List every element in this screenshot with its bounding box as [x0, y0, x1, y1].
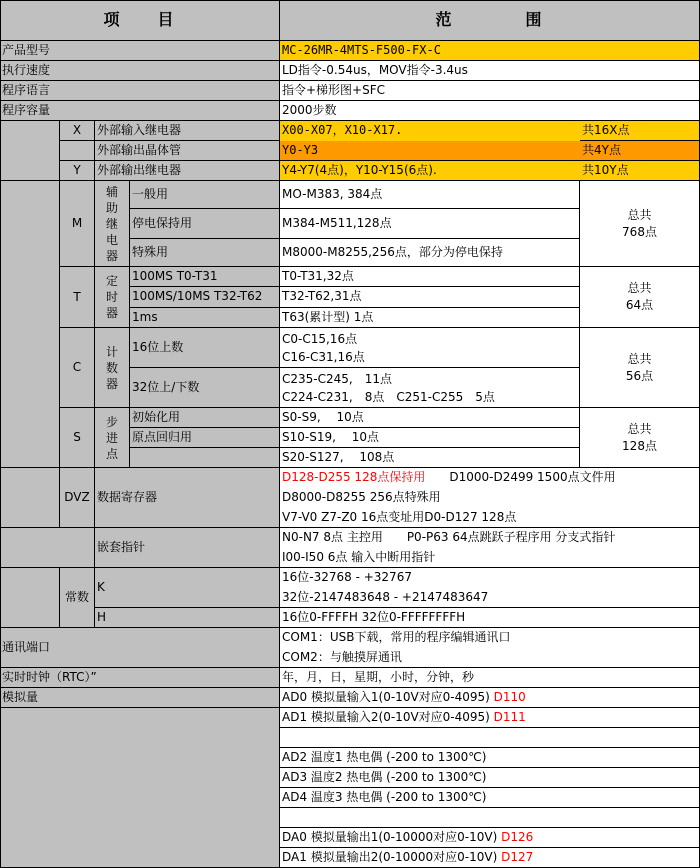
c-group-label: 计数器 — [95, 328, 130, 408]
analog-ad3: AD3 温度2 热电偶 (-200 to 1300℃) — [280, 768, 700, 788]
m-row-special-value: M8000-M8255,256点，部分为停电保持 — [280, 239, 580, 267]
speed-value: LD指令-0.54us，MOV指令-3.4us — [280, 61, 700, 81]
c-code: C — [60, 328, 95, 408]
s-row-general-value: S20-S127, 108点 — [280, 448, 580, 468]
t-code: T — [60, 267, 95, 328]
t-row-100ms-label: 100MS T0-T31 — [130, 267, 280, 287]
capacity-value: 2000步数 — [280, 101, 700, 121]
s-row-init-label: 初始化用 — [130, 408, 280, 428]
dvz-line1 — [280, 468, 700, 488]
const-k-16: 16位-32768 - +32767 — [280, 568, 700, 588]
nest-line2: I00-I50 6点 输入中断用指针 — [280, 548, 700, 568]
analog-ad0-register: D110 — [493, 690, 526, 704]
const-left-blank — [0, 568, 60, 628]
comm-label: 通讯端口 — [0, 628, 280, 668]
analog-empty-1 — [280, 728, 700, 748]
product-model-label: 产品型号 — [0, 41, 280, 61]
dvz-line1-latched: D128-D255 128点保持用 — [282, 470, 426, 484]
analog-left-blank — [0, 708, 280, 868]
io-y-code: Y — [60, 161, 95, 181]
analog-da1-text: DA1 模拟量输出2(0-10000对应0-10V) — [282, 850, 502, 864]
m-group-label: 辅助继电器 — [95, 181, 130, 267]
analog-ad1-text: AD1 模拟量输入2(0-10V对应0-4095) — [282, 710, 494, 724]
t-row-100ms-value: T0-T31,32点 — [280, 267, 580, 287]
io-y-count: 共10Y点 — [580, 161, 700, 181]
s-total: 总共 128点 — [580, 408, 700, 468]
io-ytr-code — [60, 141, 95, 161]
device-left-blank — [0, 181, 60, 468]
t-row-1ms-value: T63(累计型) 1点 — [280, 308, 580, 328]
s-row-init-value: S0-S9, 10点 — [280, 408, 580, 428]
c-row-16bit-value-line2: C16-C31,16点 — [282, 350, 365, 364]
io-x-value: X00-X07，X10-X17. — [280, 121, 580, 141]
s-group-label: 步进点 — [95, 408, 130, 468]
m-row-special-label: 特殊用 — [130, 239, 280, 267]
t-group-label: 定时器 — [95, 267, 130, 328]
s-row-general-label — [130, 448, 280, 468]
header-range: 范 围 — [280, 0, 700, 41]
analog-da1-register: D127 — [501, 850, 534, 864]
analog-ad0-text: AD0 模拟量输入1(0-10V对应0-4095) — [282, 690, 494, 704]
speed-label: 执行速度 — [0, 61, 280, 81]
c-row-16bit-label: 16位上数 — [130, 328, 280, 368]
m-row-latched-value: M384-M511,128点 — [280, 209, 580, 239]
const-k-label: K — [95, 568, 280, 608]
t-row-10ms-label: 100MS/10MS T32-T62 — [130, 287, 280, 308]
analog-ad1-register: D111 — [493, 710, 526, 724]
s-row-home-label: 原点回归用 — [130, 428, 280, 448]
analog-ad4: AD4 温度3 热电偶 (-200 to 1300℃) — [280, 788, 700, 808]
language-label: 程序语言 — [0, 81, 280, 101]
c-row-32bit-value — [280, 368, 580, 408]
const-k-32: 32位-2147483648 - +2147483647 — [280, 588, 700, 608]
m-row-general-value: MO-M383, 384点 — [280, 181, 580, 209]
dvz-line2: D8000-D8255 256点特殊用 — [280, 488, 700, 508]
c-row-32bit-value-line1: C235-C245, 11点 — [282, 372, 392, 386]
analog-ad2: AD2 温度1 热电偶 (-200 to 1300℃) — [280, 748, 700, 768]
const-h-label: H — [95, 608, 280, 628]
s-row-home-value: S10-S19, 10点 — [280, 428, 580, 448]
c-row-32bit-value-line2: C224-C231, 8点 C251-C255 5点 — [282, 390, 495, 404]
io-y-value: Y4-Y7(4点)，Y10-Y15(6点). — [280, 161, 580, 181]
dvz-line1-file: D1000-D2499 1500点文件用 — [425, 470, 616, 484]
const-h-value: 16位0-FFFFH 32位0-FFFFFFFFH — [280, 608, 700, 628]
c-row-16bit-value-line1: C0-C15,16点 — [282, 332, 358, 346]
c-total: 总共 56点 — [580, 328, 700, 408]
dvz-label: 数据寄存器 — [95, 468, 280, 528]
nest-line1: N0-N7 8点 主控用 P0-P63 64点跳跃子程序用 分支式指针 — [280, 528, 700, 548]
analog-label: 模拟量 — [0, 688, 280, 708]
analog-da1 — [280, 848, 700, 868]
comm-line2: COM2：与触摸屏通讯 — [280, 648, 700, 668]
const-label: 常数 — [60, 568, 95, 628]
language-value: 指令+梯形图+SFC — [280, 81, 700, 101]
analog-ad0 — [280, 688, 700, 708]
dvz-left-blank — [0, 468, 60, 528]
rtc-value: 年，月，日，星期，小时，分钟，秒 — [280, 668, 700, 688]
c-row-16bit-value — [280, 328, 580, 368]
analog-da0-register: D126 — [501, 830, 534, 844]
io-x-code: X — [60, 121, 95, 141]
comm-line1: COM1：USB下载，常用的程序编辑通讯口 — [280, 628, 700, 648]
m-row-latched-label: 停电保持用 — [130, 209, 280, 239]
io-ytr-value: Y0-Y3 — [280, 141, 580, 161]
dvz-line3: V7-V0 Z7-Z0 16点变址用D0-D127 128点 — [280, 508, 700, 528]
t-row-1ms-label: 1ms — [130, 308, 280, 328]
m-code: M — [60, 181, 95, 267]
m-total: 总共 768点 — [580, 181, 700, 267]
product-model-value: MC-26MR-4MTS-F500-FX-C — [280, 41, 700, 61]
io-y-label: 外部输出继电器 — [95, 161, 280, 181]
t-total: 总共 64点 — [580, 267, 700, 328]
io-ytr-count: 共4Y点 — [580, 141, 700, 161]
analog-da0 — [280, 828, 700, 848]
analog-da0-text: DA0 模拟量输出1(0-10000对应0-10V) — [282, 830, 502, 844]
analog-ad1 — [280, 708, 700, 728]
c-row-32bit-label: 32位上/下数 — [130, 368, 280, 408]
nest-label: 嵌套指针 — [95, 528, 280, 568]
capacity-label: 程序容量 — [0, 101, 280, 121]
header-item: 项 目 — [0, 0, 280, 41]
io-ytr-label: 外部输出晶体管 — [95, 141, 280, 161]
io-x-label: 外部输入继电器 — [95, 121, 280, 141]
dvz-code: DVZ — [60, 468, 95, 528]
t-row-10ms-value: T32-T62,31点 — [280, 287, 580, 308]
io-left-blank — [0, 121, 60, 181]
io-x-count: 共16X点 — [580, 121, 700, 141]
m-row-general-label: 一般用 — [130, 181, 280, 209]
rtc-label: 实时时钟（RTC）” — [0, 668, 280, 688]
analog-empty-2 — [280, 808, 700, 828]
nest-left-blank — [0, 528, 95, 568]
s-code: S — [60, 408, 95, 468]
